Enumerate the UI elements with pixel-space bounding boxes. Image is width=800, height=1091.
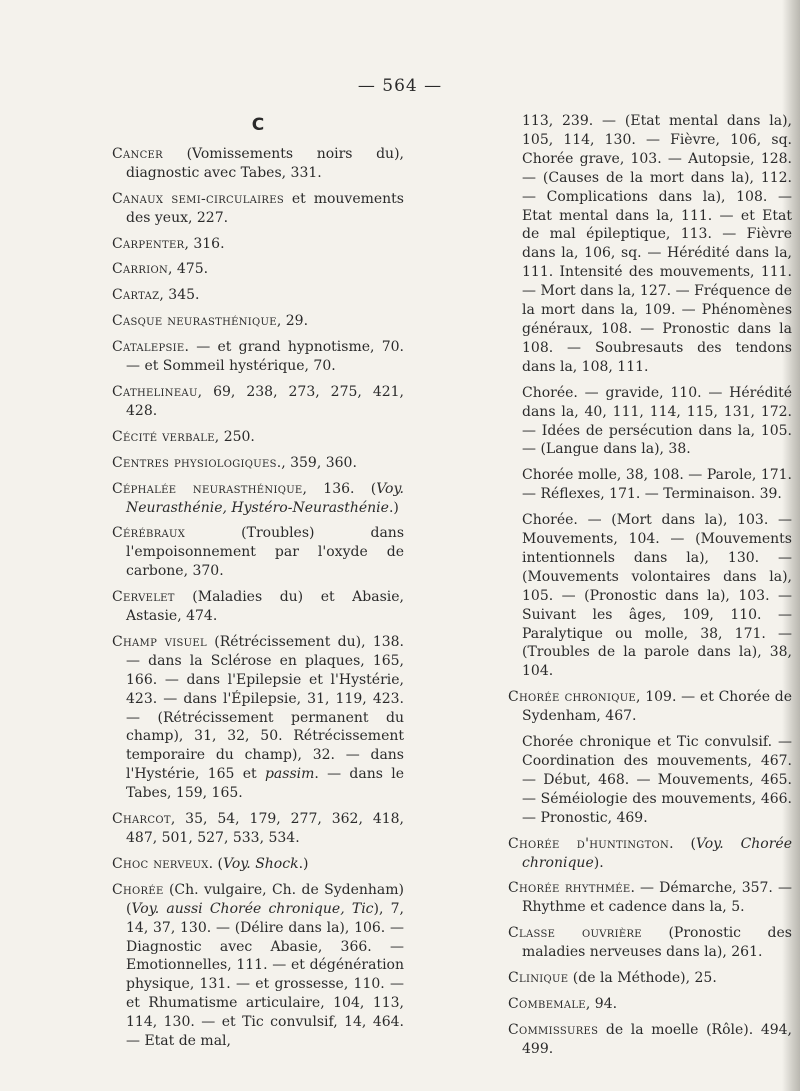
index-entry: [508, 112, 792, 377]
index-entry: [508, 835, 792, 873]
entry-crossref: passim: [264, 766, 315, 783]
entry-text: , 69, 238, 273, 275, 421, 428.: [126, 383, 404, 419]
entry-headword: Carrion: [112, 261, 168, 278]
entry-headword: Chorée chronique: [508, 689, 637, 706]
entry-headword: Commissures: [508, 1021, 599, 1038]
entry-text: et mouvements des yeux, 227.: [126, 190, 404, 226]
entry-text: (Troubles) dans l'empoisonnement par l'oxyde de carbone, 370.: [126, 525, 404, 580]
entry-headword: Casque neurasthénique: [112, 313, 277, 330]
index-entry: [112, 633, 404, 803]
index-entry: [508, 511, 792, 681]
entry-headword: Classe ouvrière: [508, 925, 642, 942]
index-entry: [112, 383, 404, 421]
entry-text: (Maladies du) et Abasie, Astasie, 474.: [126, 589, 404, 625]
index-entry: [112, 145, 404, 183]
entry-crossref: Voy. aussi Chorée chronique, Tic: [131, 900, 374, 917]
entry-text: , 35, 54, 179, 277, 362, 418, 487, 501, 527, 533, 534.: [126, 811, 404, 846]
entry-headword: Cérébraux: [112, 525, 186, 542]
entry-text: Chorée molle, 38, 108. — Parole, 171. — Réflexes, 171. — Terminaison. 39.: [522, 467, 792, 503]
entry-headword: Canaux semi-circulaires: [112, 190, 285, 207]
entry-text: (Ch. vulgaire, Ch. de Sydenham) (: [126, 881, 404, 917]
index-entry: [112, 260, 404, 279]
entry-headword: Chorée: [112, 881, 164, 898]
index-entry: [112, 312, 404, 331]
index-entry: [508, 995, 792, 1014]
index-entry: [508, 969, 792, 988]
index-entry: [112, 190, 404, 228]
entry-text: 113, 239. — (Etat mental dans la), 105, 114, 130. — Fièvre, 106, sq. Chorée grave, 103. — Autopsie, 128. — (Causes de la mort dans la), 112. — Complications dans la), 108. — Etat mental dans la, 111. — et Etat de mal épileptique, 113. — Fièvre dans la, 106, sq. — Hérédité dans la, 111. Intensité des mouvements, 111. — Mort dans la, 127. — Fréquence de la mort dans la, 109. — Phénomènes généraux, 108. — Pronostic dans la 108. — Soubresauts des tendons dans la, 108, 111.: [522, 113, 792, 375]
index-entry: [508, 384, 792, 460]
section-letter: C: [251, 115, 265, 135]
index-entry: [508, 924, 792, 962]
entry-tail: . — dans le Tabes, 159, 165.: [126, 766, 404, 802]
index-entry: [508, 733, 792, 828]
index-entry: [508, 688, 792, 726]
entry-text: . — Démarche, 357. — Rhythme et cadence dans la, 5.: [522, 880, 792, 916]
entry-text: de la moelle (Rôle). 494, 499.: [522, 1021, 792, 1057]
index-entry: [112, 588, 404, 626]
entry-headword: Chorée d'huntington: [508, 835, 670, 852]
entry-headword: Cécité verbale: [112, 428, 215, 445]
entry-headword: Catalepsie: [112, 339, 185, 356]
right-entries: [508, 112, 792, 1059]
index-column-left: [112, 112, 404, 1058]
entry-text: , 29.: [276, 313, 309, 330]
entry-text: (de la Méthode), 25.: [568, 970, 717, 987]
entry-text: . — et grand hypnotisme, 70. — et Sommeil hystérique, 70.: [126, 339, 404, 375]
index-entry: [112, 454, 404, 473]
entry-headword: Charcot: [112, 811, 171, 828]
index-entry: [112, 480, 404, 518]
entry-headword: Combemale: [508, 995, 586, 1012]
entry-headword: Carpenter: [112, 235, 185, 252]
entry-headword: Chorée rhythmée: [508, 880, 631, 897]
entry-text: ., 359, 360.: [276, 454, 357, 471]
entry-text: , 316.: [184, 235, 225, 252]
entry-tail: .): [388, 499, 399, 516]
entry-tail: .): [298, 855, 309, 872]
entry-text: . (: [669, 835, 696, 852]
index-entry: [508, 1021, 792, 1059]
entry-tail: ), 7, 14, 37, 130. — (Délire dans la), 106. — Diagnostic avec Abasie, 366. — Emotionnelles, 111. — et dégénération physique, 131. — et grossesse, 110. — et Rhumatisme articulaire, 104, 113, 114, 130. — et Tic convulsif, 14, 464. — Etat de mal,: [126, 900, 404, 1050]
entry-text: Chorée. — gravide, 110. — Hérédité dans la, 40, 111, 114, 115, 131, 172. — Idées de persécution dans la, 105. — (Langue dans la), 38.: [522, 384, 792, 458]
entry-headword: Cervelet: [112, 589, 175, 606]
entry-text: (Rétrécissement du), 138. — dans la Sclérose en plaques, 165, 166. — dans l'Epilepsie et l'Hystérie, 423. — dans l'Épilepsie, 31, 119, 423. — (Rétrécissement permanent du champ), 31, 32, 50. Rétrécissement temporaire du champ), 32. — dans l'Hystérie, 165 et: [126, 633, 404, 783]
entry-headword: Cathelineau: [112, 383, 198, 400]
entry-crossref: Voy. Neurasthénie, Hystéro-Neurasthénie: [126, 480, 404, 516]
entry-crossref: Voy. Shock: [223, 855, 299, 872]
entry-headword: Clinique: [508, 970, 569, 987]
entry-text: Chorée chronique et Tic convulsif. — Coordination des mouvements, 467. — Début, 468. — Mouvements, 465. — Séméiologie des mouvements, 466. — Pronostic, 469.: [522, 734, 792, 826]
entry-headword: Céphalée neurasthénique: [112, 480, 303, 497]
entry-tail: ).: [593, 854, 604, 871]
entry-text: Chorée. — (Mort dans la), 103. — Mouvements, 104. — (Mouvements intentionnels dans la), 130. — (Mouvements volontaires dans la), 105. — (Pronostic dans la), 103. — Suivant les âges, 109, 110. — Paralytique ou molle, 38, 171. — (Troubles de la parole dans la), 38, 104.: [522, 512, 792, 680]
page-number: — 564 —: [357, 76, 443, 96]
index-entry: [112, 810, 404, 848]
index-entry: [112, 428, 404, 447]
entry-text: . (: [208, 855, 223, 872]
entry-headword: Cartaz: [112, 287, 160, 304]
entry-crossref: Voy. Chorée chronique: [522, 835, 792, 871]
index-column-right: [508, 112, 792, 1066]
index-entry: [508, 879, 792, 917]
entry-headword: Champ visuel: [112, 633, 207, 650]
entry-text: , 250.: [214, 428, 255, 445]
index-entry: [112, 286, 404, 305]
index-entry: [112, 855, 404, 874]
index-entry: [112, 881, 404, 1051]
index-entry: [112, 338, 404, 376]
index-entry: [112, 235, 404, 254]
entry-text: , 345.: [159, 287, 200, 304]
entry-headword: Choc nerveux: [112, 855, 209, 872]
entry-text: , 94.: [585, 995, 618, 1012]
entry-headword: Centres physiologiques: [112, 454, 277, 471]
entry-text: , 136. (: [302, 480, 377, 497]
entry-text: , 109. — et Chorée de Sydenham, 467.: [522, 689, 792, 725]
left-entries: [112, 145, 404, 1051]
index-entry: [112, 524, 404, 581]
entry-headword: Cancer: [112, 145, 163, 162]
index-entry: [508, 466, 792, 504]
entry-text: , 475.: [168, 261, 209, 278]
entry-text: (Pronostic des maladies nerveuses dans la), 261.: [522, 925, 792, 961]
entry-text: (Vomissements noirs du), diagnostic avec Tabes, 331.: [126, 145, 404, 181]
